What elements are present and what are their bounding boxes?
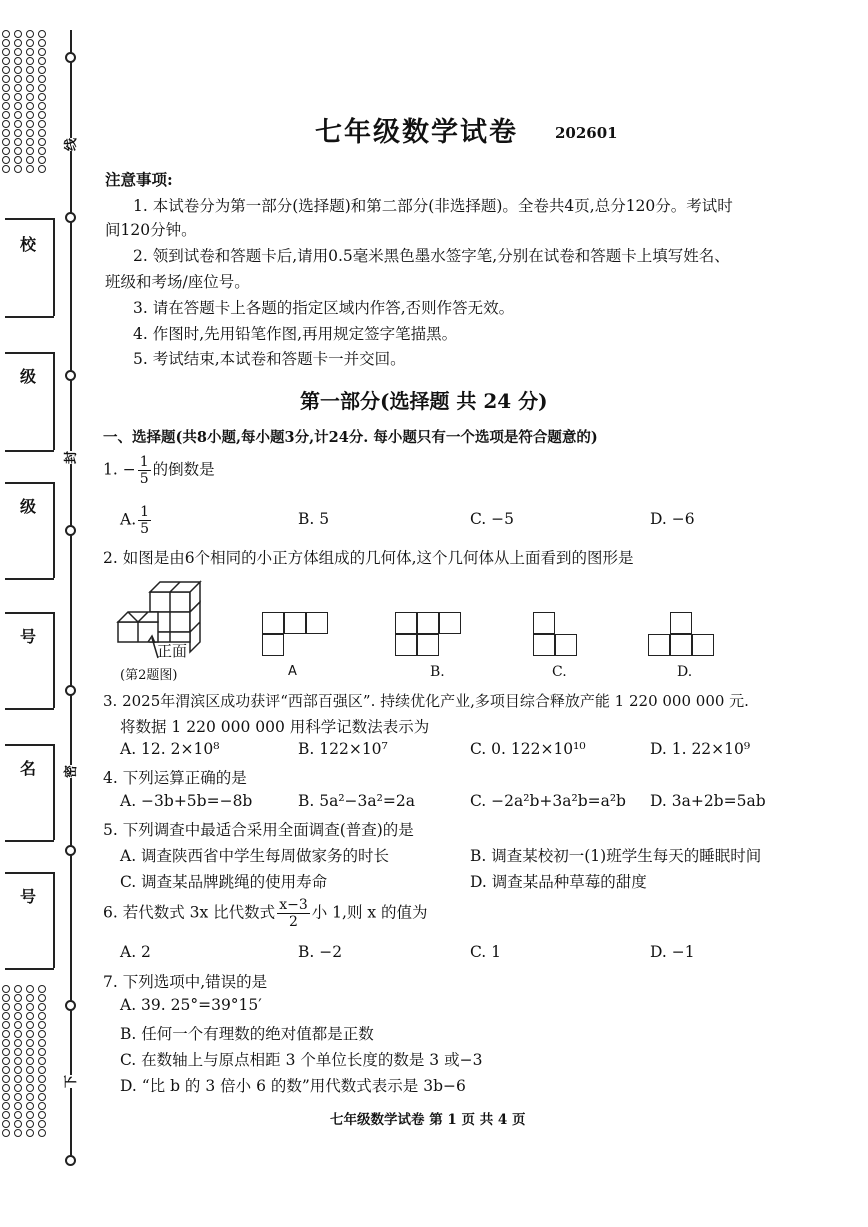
q1-stem	[103, 455, 215, 486]
margin-dot	[38, 1129, 46, 1137]
margin-dot	[2, 57, 10, 65]
box-divider	[5, 482, 54, 484]
margin-dot	[38, 111, 46, 119]
margin-dot	[26, 84, 34, 92]
q3-option-b[interactable]: B. 122×10⁷	[298, 740, 388, 758]
margin-dot	[14, 1012, 22, 1020]
q1-a-denominator: 5	[140, 521, 150, 537]
q1-denominator: 5	[139, 471, 149, 487]
margin-char-xia: 下	[60, 1075, 79, 1088]
exam-code: 202601	[555, 124, 618, 142]
margin-dot	[2, 1093, 10, 1101]
margin-dot	[38, 84, 46, 92]
box-divider	[5, 218, 54, 220]
notice-item: 2. 领到试卷和答题卡后,请用0.5毫米黑色墨水签字笔,分别在试卷和答题卡上填写姓名、	[133, 247, 730, 265]
margin-dot	[14, 57, 22, 65]
margin-dot	[38, 1120, 46, 1128]
margin-dot	[2, 1030, 10, 1038]
box-label-name: 名	[20, 759, 37, 778]
margin-dot	[38, 1048, 46, 1056]
margin-dot	[38, 138, 46, 146]
margin-dot	[38, 985, 46, 993]
margin-dot	[14, 1129, 22, 1137]
margin-dot	[2, 985, 10, 993]
exam-title: 七年级数学试卷	[315, 117, 518, 148]
margin-dot	[38, 120, 46, 128]
margin-dot	[26, 1057, 34, 1065]
margin-dot	[14, 1021, 22, 1029]
margin-dot	[26, 39, 34, 47]
margin-char-feng: 封	[60, 451, 79, 464]
q6-option-c[interactable]: C. 1	[470, 943, 502, 961]
margin-dot	[38, 1111, 46, 1119]
box-divider	[5, 316, 54, 318]
margin-dot	[38, 129, 46, 137]
q2-front-label: 正面	[157, 642, 188, 660]
margin-dot	[14, 1030, 22, 1038]
box-label-seat-number: 号	[20, 887, 37, 906]
q4-option-c[interactable]: C. −2a²b+3a²b=a²b	[470, 792, 626, 810]
notice-item: 5. 考试结束,本试卷和答题卡一并交回。	[133, 350, 406, 368]
margin-dot	[38, 1075, 46, 1083]
box-divider	[5, 612, 54, 614]
q6-denominator: 2	[289, 914, 298, 930]
margin-dot	[14, 111, 22, 119]
q6-option-a[interactable]: A. 2	[120, 943, 151, 961]
q5-option-b[interactable]: B. 调查某校初一(1)班学生每天的睡眠时间	[470, 847, 762, 865]
margin-dot	[26, 1021, 34, 1029]
notice-item: 班级和考场/座位号。	[105, 273, 250, 291]
binding-ring	[65, 212, 76, 223]
box-label-number: 号	[20, 627, 37, 646]
binding-ring	[65, 845, 76, 856]
margin-dot	[38, 1003, 46, 1011]
binding-ring	[65, 1000, 76, 1011]
margin-dot	[2, 120, 10, 128]
margin-dot	[26, 120, 34, 128]
q6-numerator: x−3	[279, 897, 308, 913]
box-edge	[53, 482, 55, 578]
margin-char-xian: 线	[60, 138, 79, 151]
margin-dot	[26, 1120, 34, 1128]
margin-dot	[2, 1111, 10, 1119]
margin-dot	[26, 156, 34, 164]
margin-dot	[2, 1120, 10, 1128]
q2-option-c-label[interactable]: C.	[552, 664, 567, 680]
margin-dot	[26, 129, 34, 137]
margin-dot	[14, 84, 22, 92]
margin-dot	[2, 1084, 10, 1092]
binding-line	[70, 30, 72, 1165]
q1-option-a[interactable]	[120, 505, 153, 536]
q7-option-d[interactable]: D. “比 b 的 3 倍小 6 的数”用代数式表示是 3b−6	[120, 1077, 466, 1095]
margin-dot	[2, 156, 10, 164]
margin-dot	[2, 1012, 10, 1020]
box-divider	[5, 840, 54, 842]
margin-dot	[26, 1003, 34, 1011]
margin-dot	[26, 1030, 34, 1038]
margin-dot	[14, 39, 22, 47]
binding-ring	[65, 1155, 76, 1166]
q1-a-fraction	[138, 505, 151, 536]
box-edge	[53, 352, 55, 450]
margin-dot	[38, 66, 46, 74]
margin-dot	[26, 1129, 34, 1137]
margin-dot	[38, 147, 46, 155]
q7-stem: 7. 下列选项中,错误的是	[103, 973, 268, 991]
margin-dot	[2, 66, 10, 74]
margin-dot	[38, 1057, 46, 1065]
margin-dot	[14, 1003, 22, 1011]
margin-dot	[2, 1057, 10, 1065]
dot-pattern-bottom	[2, 985, 48, 1137]
box-divider	[5, 708, 54, 710]
margin-dot	[14, 66, 22, 74]
box-edge	[53, 744, 55, 840]
dot-pattern-top	[2, 30, 48, 173]
margin-dot	[14, 1075, 22, 1083]
margin-dot	[14, 30, 22, 38]
margin-dot	[2, 1039, 10, 1047]
margin-dot	[2, 1066, 10, 1074]
margin-dot	[26, 57, 34, 65]
margin-dot	[38, 1066, 46, 1074]
margin-dot	[38, 48, 46, 56]
q6-prefix: 6. 若代数式 3x 比代数式	[103, 903, 276, 922]
margin-dot	[14, 1102, 22, 1110]
margin-char-mi: 密	[60, 765, 79, 778]
box-divider	[5, 450, 54, 452]
margin-dot	[26, 985, 34, 993]
q3-option-c[interactable]: C. 0. 122×10¹⁰	[470, 740, 586, 758]
q3-stem-line2: 将数据 1 220 000 000 用科学记数法表示为	[120, 718, 430, 736]
margin-dot	[26, 1075, 34, 1083]
q3-option-d[interactable]: D. 1. 22×10⁹	[650, 740, 751, 758]
margin-dot	[38, 1039, 46, 1047]
margin-dot	[26, 75, 34, 83]
margin-dot	[26, 102, 34, 110]
margin-dot	[38, 1093, 46, 1101]
binding-ring	[65, 525, 76, 536]
q6-suffix: 小 1,则 x 的值为	[311, 903, 428, 922]
box-edge	[53, 612, 55, 708]
q2-option-d-label[interactable]: D.	[677, 664, 693, 680]
margin-dot	[38, 156, 46, 164]
q1-suffix: 的倒数是	[152, 460, 215, 479]
margin-dot	[2, 1102, 10, 1110]
margin-dot	[2, 1129, 10, 1137]
box-label-grade: 级	[20, 367, 37, 386]
margin-dot	[2, 1075, 10, 1083]
q2-option-a-label[interactable]: A	[288, 664, 297, 679]
box-label-school: 校	[20, 235, 37, 254]
part1-title: 第一部分(选择题 共 24 分)	[300, 389, 548, 413]
q6-option-d[interactable]: D. −1	[650, 943, 695, 961]
margin-dot	[14, 48, 22, 56]
margin-dot	[14, 156, 22, 164]
notice-item: 间120分钟。	[105, 221, 197, 239]
q5-option-d[interactable]: D. 调查某品种草莓的甜度	[470, 873, 647, 891]
margin-dot	[2, 111, 10, 119]
page-footer: 七年级数学试卷 第 1 页 共 4 页	[330, 1112, 526, 1128]
margin-dot	[14, 138, 22, 146]
margin-dot	[2, 30, 10, 38]
q5-stem: 5. 下列调查中最适合采用全面调查(普查)的是	[103, 821, 414, 839]
margin-dot	[2, 147, 10, 155]
box-divider	[5, 744, 54, 746]
margin-dot	[38, 1102, 46, 1110]
margin-dot	[26, 1102, 34, 1110]
margin-dot	[38, 165, 46, 173]
margin-dot	[26, 93, 34, 101]
section1-title: 一、选择题(共8小题,每小题3分,计24分. 每小题只有一个选项是符合题意的)	[103, 429, 598, 446]
box-divider	[5, 352, 54, 354]
margin-dot	[38, 1021, 46, 1029]
box-edge	[53, 872, 55, 968]
q5-option-a[interactable]: A. 调查陕西省中学生每周做家务的时长	[120, 847, 390, 865]
q4-option-b[interactable]: B. 5a²−3a²=2a	[298, 792, 415, 810]
margin-dot	[26, 1048, 34, 1056]
margin-dot	[26, 111, 34, 119]
q1-prefix: 1. −	[103, 460, 136, 479]
margin-dot	[2, 165, 10, 173]
box-divider	[5, 872, 54, 874]
margin-dot	[14, 1120, 22, 1128]
margin-dot	[26, 1066, 34, 1074]
margin-dot	[38, 30, 46, 38]
margin-dot	[2, 138, 10, 146]
margin-dot	[38, 1030, 46, 1038]
q4-option-a[interactable]: A. −3b+5b=−8b	[120, 792, 253, 810]
margin-dot	[14, 985, 22, 993]
margin-dot	[14, 1084, 22, 1092]
margin-dot	[2, 129, 10, 137]
q2-figure-caption: (第2题图)	[120, 668, 178, 683]
margin-dot	[2, 75, 10, 83]
notice-heading: 注意事项:	[105, 170, 173, 189]
margin-dot	[26, 994, 34, 1002]
margin-dot	[14, 1057, 22, 1065]
margin-dot	[2, 102, 10, 110]
q1-a-numerator: 1	[140, 504, 150, 520]
margin-dot	[26, 66, 34, 74]
binding-ring	[65, 52, 76, 63]
margin-dot	[14, 75, 22, 83]
margin-dot	[26, 147, 34, 155]
q1-numerator: 1	[139, 454, 149, 470]
q1-option-b[interactable]: B. 5	[298, 510, 330, 528]
margin-dot	[14, 1066, 22, 1074]
q2-stem: 2. 如图是由6个相同的小正方体组成的几何体,这个几何体从上面看到的图形是	[103, 549, 634, 567]
q6-stem	[103, 898, 428, 929]
q6-option-b[interactable]: B. −2	[298, 943, 343, 961]
q6-fraction	[277, 898, 310, 929]
margin-dot	[26, 1012, 34, 1020]
notice-item: 3. 请在答题卡上各题的指定区域内作答,否则作答无效。	[133, 299, 515, 317]
margin-dot	[14, 120, 22, 128]
q4-stem: 4. 下列运算正确的是	[103, 769, 247, 787]
margin-dot	[2, 93, 10, 101]
margin-dot	[2, 1003, 10, 1011]
q3-stem-line1: 3. 2025年渭滨区成功获评“西部百强区”. 持续优化产业,多项目综合释放产能 1 220 000 000 元.	[103, 692, 749, 710]
margin-dot	[2, 1021, 10, 1029]
margin-dot	[2, 1048, 10, 1056]
q5-option-c[interactable]: C. 调查某品牌跳绳的使用寿命	[120, 873, 328, 891]
margin-dot	[38, 57, 46, 65]
margin-dot	[26, 138, 34, 146]
q1-option-d[interactable]: D. −6	[650, 510, 695, 528]
q7-option-a[interactable]: A. 39. 25°=39°15′	[120, 996, 262, 1014]
margin-dot	[14, 165, 22, 173]
box-divider	[5, 578, 54, 580]
margin-dot	[2, 84, 10, 92]
binding-margin	[0, 0, 90, 1227]
q1-a-label: A.	[120, 510, 137, 529]
margin-dot	[38, 93, 46, 101]
box-divider	[5, 968, 54, 970]
margin-dot	[38, 1012, 46, 1020]
q7-option-b[interactable]: B. 任何一个有理数的绝对值都是正数	[120, 1025, 374, 1043]
margin-dot	[26, 1111, 34, 1119]
margin-dot	[26, 1084, 34, 1092]
margin-dot	[2, 994, 10, 1002]
margin-dot	[26, 165, 34, 173]
q3-option-a[interactable]: A. 12. 2×10⁸	[120, 740, 220, 758]
margin-dot	[14, 1093, 22, 1101]
box-label-class: 级	[20, 497, 37, 516]
margin-dot	[2, 48, 10, 56]
margin-dot	[14, 102, 22, 110]
binding-ring	[65, 370, 76, 381]
box-edge	[53, 218, 55, 316]
margin-dot	[26, 1039, 34, 1047]
margin-dot	[38, 39, 46, 47]
margin-dot	[14, 129, 22, 137]
notice-item: 4. 作图时,先用铅笔作图,再用规定签字笔描黑。	[133, 325, 458, 343]
q4-option-d[interactable]: D. 3a+2b=5ab	[650, 792, 766, 810]
margin-dot	[14, 994, 22, 1002]
q7-option-c[interactable]: C. 在数轴上与原点相距 3 个单位长度的数是 3 或−3	[120, 1051, 483, 1069]
margin-dot	[14, 93, 22, 101]
binding-ring	[65, 685, 76, 696]
margin-dot	[14, 147, 22, 155]
margin-dot	[38, 994, 46, 1002]
margin-dot	[38, 1084, 46, 1092]
q2-option-b-label[interactable]: B.	[430, 664, 445, 680]
margin-dot	[14, 1111, 22, 1119]
notice-item: 1. 本试卷分为第一部分(选择题)和第二部分(非选择题)。全卷共4页,总分120分。考试时	[133, 197, 733, 215]
margin-dot	[26, 1093, 34, 1101]
margin-dot	[38, 102, 46, 110]
margin-dot	[14, 1048, 22, 1056]
margin-dot	[38, 75, 46, 83]
q1-fraction	[138, 455, 151, 486]
margin-dot	[14, 1039, 22, 1047]
margin-dot	[26, 48, 34, 56]
margin-dot	[26, 30, 34, 38]
q1-option-c[interactable]: C. −5	[470, 510, 515, 528]
margin-dot	[2, 39, 10, 47]
